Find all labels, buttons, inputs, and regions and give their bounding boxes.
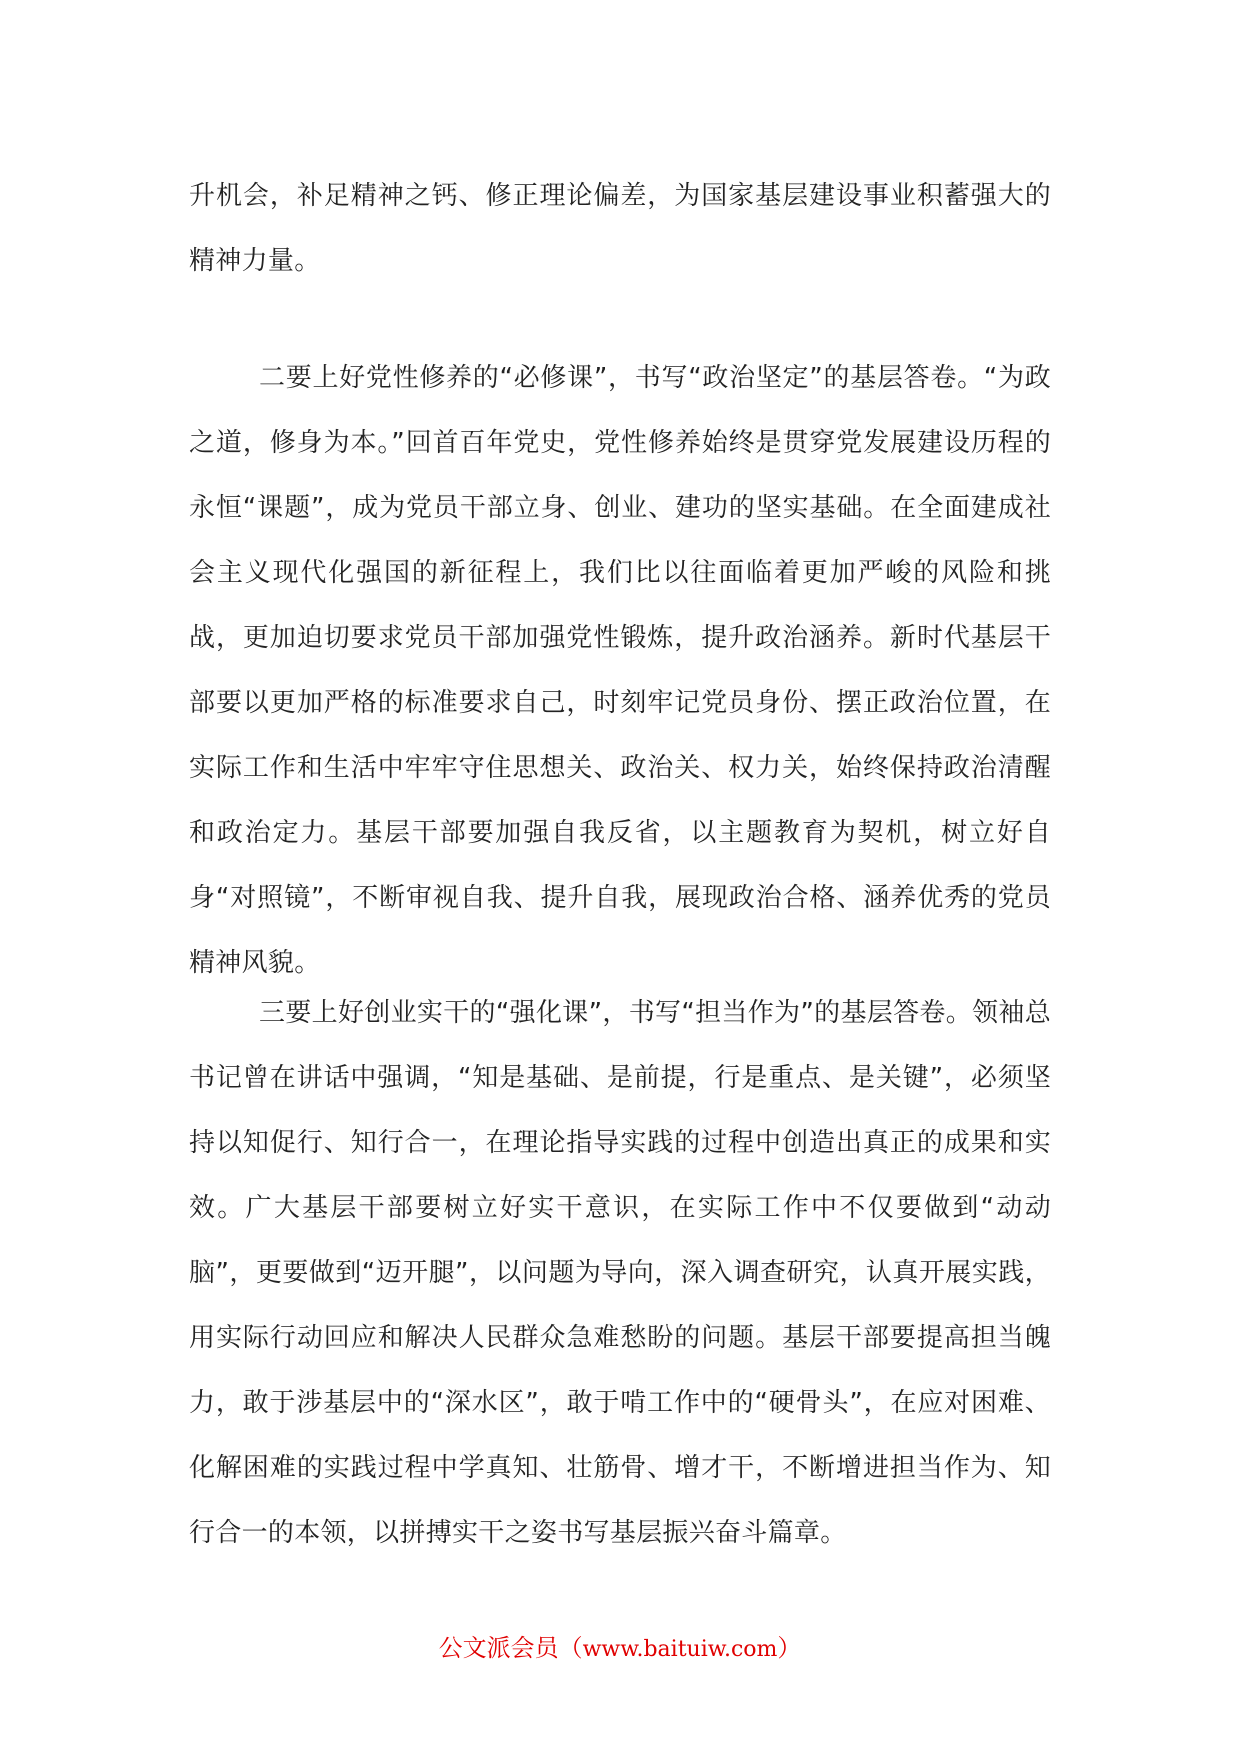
paragraph-1: 升机会，补足精神之钙、修正理论偏差，为国家基层建设事业积蓄强大的精神力量。	[189, 181, 1051, 276]
footer-url-link[interactable]: www.baituiw.com	[582, 1637, 778, 1662]
footer-close: ）	[777, 1634, 802, 1662]
paragraph-3: 三要上好创业实干的“强化课”，书写“担当作为”的基层答卷。领袖总书记曾在讲话中强调，“知是基础、是前提，行是重点、是关键”，必须坚持以知促行、知行合一，在理论指导实践的过程中创造出真正的成果和实效。广大基层干部要树立好实干意识，在实际工作中不仅要做到“动动脑”，更要做到“迈开腿”，以问题为导向，深入调查研究，认真开展实践，用实际行动回应和解决人民群众急难愁盼的问题。基层干部要提高担当魄力，敢于涉基层中的“深水区”，敢于啃工作中的“硬骨头”，在应对困难、化解困难的实践过程中学真知、壮筋骨、增才干，不断增进担当作为、知行合一的本领，以拼搏实干之姿书写基层振兴奋斗篇章。	[189, 998, 1051, 1548]
footer-watermark	[0, 1630, 1240, 1668]
footer-label: 公文派会员（	[438, 1634, 583, 1662]
paragraph-2: 二要上好党性修养的“必修课”，书写“政治坚定”的基层答卷。“为政之道，修身为本。”回首百年党史，党性修养始终是贯穿党发展建设历程的永恒“课题”，成为党员干部立身、创业、建功的坚实基础。在全面建成社会主义现代化强国的新征程上，我们比以往面临着更加严峻的风险和挑战，更加迫切要求党员干部加强党性锻炼，提升政治涵养。新时代基层干部要以更加严格的标准要求自己，时刻牢记党员身份、摆正政治位置，在实际工作和生活中牢牢守住思想关、政治关、权力关，始终保持政治清醒和政治定力。基层干部要加强自我反省，以主题教育为契机，树立好自身“对照镜”，不断审视自我、提升自我，展现政治合格、涵养优秀的党员精神风貌。	[189, 363, 1051, 978]
